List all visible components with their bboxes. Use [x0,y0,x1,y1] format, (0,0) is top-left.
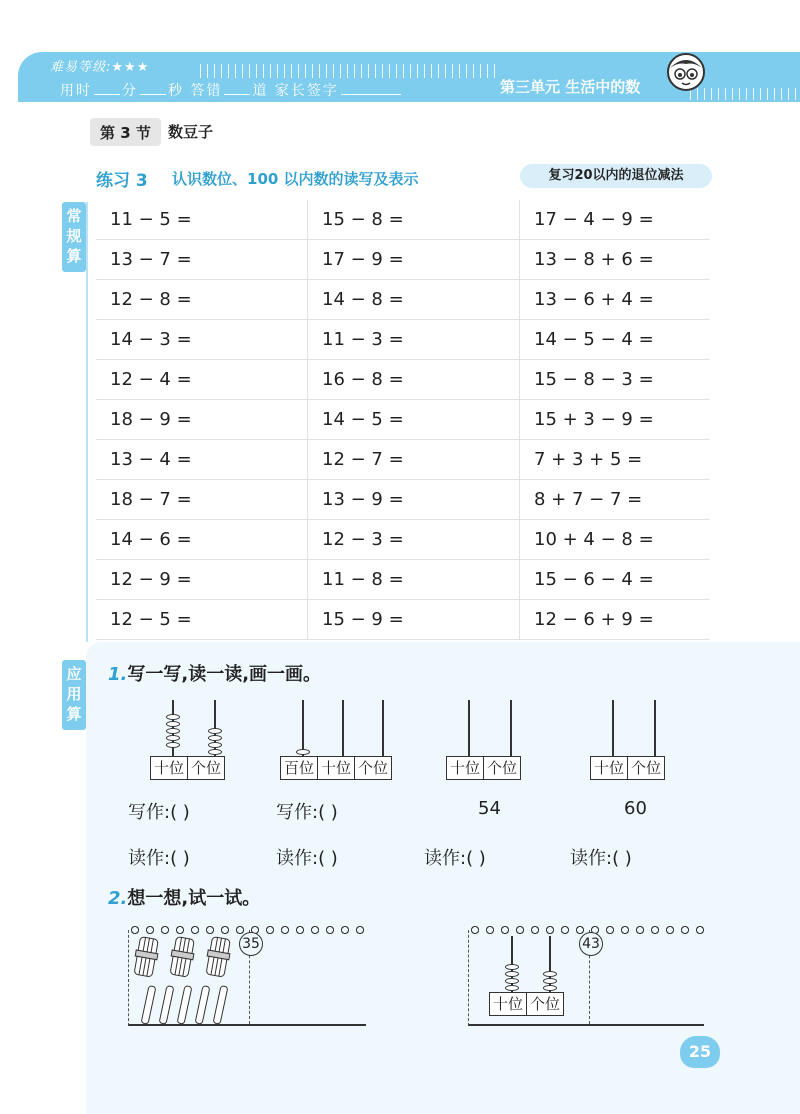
place-value-labels [489,992,564,1016]
computation-item[interactable]: 18 − 7 = [96,480,308,519]
seconds-label: 秒 [168,83,184,99]
routine-divider [86,202,88,642]
abacus-bead [208,742,222,748]
place-value-labels [446,756,521,780]
page-number: 25 [680,1036,720,1068]
given-number-d: 60 [624,798,647,819]
computation-item[interactable]: 15 − 6 − 4 = [534,569,654,590]
computation-row [96,440,710,480]
computation-item[interactable]: 15 − 8 − 3 = [534,369,654,390]
abacus-bead [505,971,519,977]
label-tens: 十位 [447,757,484,779]
label-hundreds: 百位 [281,757,318,779]
computation-row [96,600,710,640]
computation-item[interactable]: 12 − 4 = [96,360,308,399]
question-1-number: 1. [108,664,128,685]
question-1-title [108,660,321,686]
page-header [0,0,800,100]
computation-grid [96,200,710,640]
computation-item[interactable]: 13 − 6 + 4 = [534,289,654,310]
wrong-label: 答错 [190,83,223,99]
difficulty-label: 难易等级:★★★ [50,60,150,75]
abacus-bead [505,985,519,991]
computation-item[interactable]: 12 − 6 + 9 = [534,609,654,630]
label-ones: 个位 [487,759,518,777]
question-1-text: 写一写,读一读,画一画。 [127,664,322,685]
computation-item[interactable]: 10 + 4 − 8 = [534,529,654,550]
computation-item[interactable]: 13 − 4 = [96,440,308,479]
place-value-labels [150,756,225,780]
computation-item[interactable]: 11 − 8 = [308,560,520,599]
abacus-rod [510,700,512,756]
computation-item[interactable]: 12 − 8 = [96,280,308,319]
question-label: 道 [252,83,269,99]
label-ones: 个位 [191,759,222,777]
computation-row [96,400,710,440]
notebox-right [468,930,704,1026]
exercise-subtitle: 认识数位、100 以内数的读写及表示 [172,170,419,188]
computation-row [96,200,710,240]
read-answer-c[interactable]: 读作:( ) [424,848,486,869]
abacus-bead [505,964,519,970]
question-2-number: 2. [108,888,128,909]
minutes-label: 分 [122,83,138,99]
computation-row [96,480,710,520]
number-circle-43: 43 [579,932,603,956]
write-answer-a[interactable]: 写作:( ) [128,802,190,823]
read-answer-d[interactable]: 读作:( ) [570,848,632,869]
computation-item[interactable]: 12 − 7 = [308,440,520,479]
computation-row [96,320,710,360]
abacus-bead [543,978,557,984]
abacus-bead [166,721,180,727]
seconds-blank[interactable] [140,83,166,95]
abacus-bead [166,728,180,734]
abacus-bead [166,714,180,720]
computation-item[interactable]: 12 − 9 = [96,560,308,599]
label-tens: 十位 [318,757,355,779]
abacus-bead [208,728,222,734]
question-2-text: 想一想,试一试。 [127,888,261,909]
computation-item[interactable]: 15 − 9 = [308,600,520,639]
abacus-bead [543,985,557,991]
computation-item[interactable]: 13 − 7 = [96,240,308,279]
computation-item[interactable]: 14 − 6 = [96,520,308,559]
label-ones: 个位 [530,995,561,1013]
number-circle-35: 35 [239,932,263,956]
computation-item[interactable]: 15 − 8 = [308,200,520,239]
computation-item[interactable]: 17 − 4 − 9 = [534,209,654,230]
abacus-bead [166,742,180,748]
read-answer-a[interactable]: 读作:( ) [128,848,190,869]
computation-row [96,280,710,320]
abacus-bead [296,749,310,755]
computation-item[interactable]: 14 − 3 = [96,320,308,359]
bundled-sticks-icon [131,936,247,1024]
label-ones: 个位 [358,759,389,777]
computation-item[interactable]: 18 − 9 = [96,400,308,439]
mascot-icon [664,50,708,94]
computation-item[interactable]: 14 − 8 = [308,280,520,319]
read-answer-b[interactable]: 读作:( ) [276,848,338,869]
computation-item[interactable]: 13 − 8 + 6 = [534,249,654,270]
abacus-bead [166,735,180,741]
minutes-blank[interactable] [94,83,120,95]
computation-item[interactable]: 17 − 9 = [308,240,520,279]
computation-row [96,360,710,400]
computation-item[interactable]: 8 + 7 − 7 = [534,489,643,510]
label-ones: 个位 [631,759,662,777]
write-answer-b[interactable]: 写作:( ) [276,802,338,823]
abacus-bead [208,735,222,741]
parent-sign-label: 家长签字 [274,83,339,99]
unit-title: 第三单元 生活中的数 [500,78,641,96]
given-number-c: 54 [478,798,501,819]
ruler-decoration [200,64,500,78]
tab-applied-calc: 应用算 [62,660,86,730]
abacus-bead [543,971,557,977]
computation-item[interactable]: 7 + 3 + 5 = [534,449,643,470]
label-tens: 十位 [151,757,188,779]
place-value-labels [280,756,392,780]
question-2-title [108,884,260,910]
computation-item[interactable]: 13 − 9 = [308,480,520,519]
computation-row [96,560,710,600]
time-label: 用时 [60,83,92,99]
abacus-rod [382,700,384,756]
notebox-left [128,930,366,1026]
label-tens: 十位 [490,993,527,1015]
section-name: 数豆子 [168,123,214,141]
abacus-bead [208,749,222,755]
place-value-labels [590,756,665,780]
computation-item[interactable]: 12 − 5 = [96,600,308,639]
abacus-bead [505,978,519,984]
abacus-rod [342,700,344,756]
computation-item[interactable]: 11 − 3 = [308,320,520,359]
computation-row [96,520,710,560]
section-tag: 第 3 节 [90,118,161,146]
computation-item[interactable]: 16 − 8 = [308,360,520,399]
computation-item[interactable]: 11 − 5 = [96,200,308,239]
abacus-rod [468,700,470,756]
exercise-title: 练习 3 [96,171,148,191]
label-tens: 十位 [591,757,628,779]
wrong-blank[interactable] [224,83,250,95]
abacus-rod [302,700,304,756]
computation-item[interactable]: 12 − 3 = [308,520,520,559]
review-tag: 复习20以内的退位减法 [520,164,712,188]
abacus-rod [654,700,656,756]
abacus-rod [612,700,614,756]
time-record [60,80,403,100]
computation-item[interactable]: 14 − 5 − 4 = [534,329,654,350]
computation-row [96,240,710,280]
tab-routine-calc: 常规算 [62,202,86,272]
parent-sign-blank[interactable] [341,83,401,95]
computation-item[interactable]: 14 − 5 = [308,400,520,439]
computation-item[interactable]: 15 + 3 − 9 = [534,409,654,430]
